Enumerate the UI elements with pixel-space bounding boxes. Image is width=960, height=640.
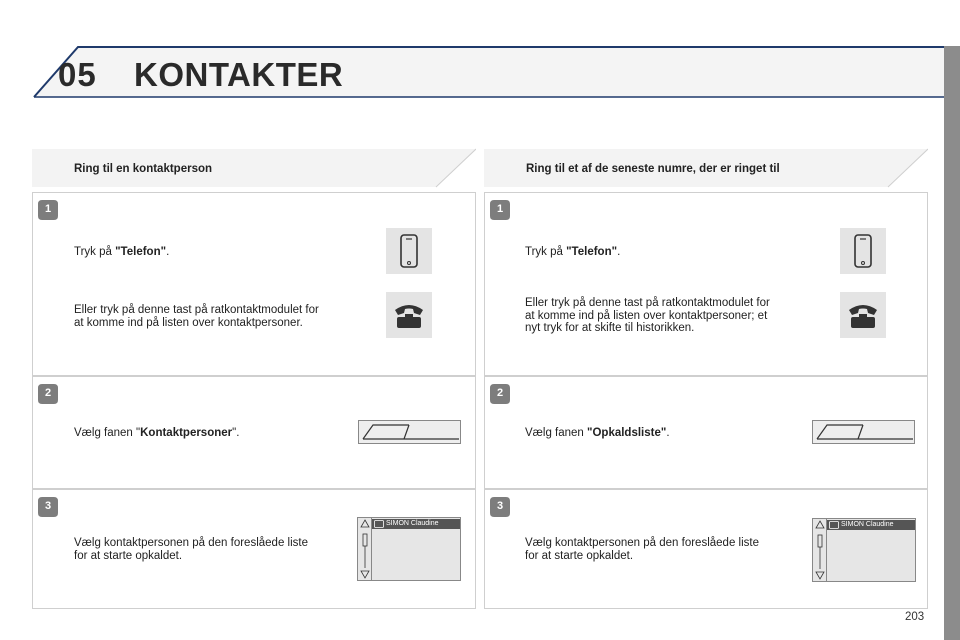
right-step1-box (484, 192, 928, 376)
text-bold: Kontaktpersoner (140, 427, 233, 439)
contact-list-screen (812, 518, 916, 582)
right-step2-text (525, 427, 670, 440)
left-step1-line-a (74, 246, 169, 259)
text-line: for at starte opkaldet. (74, 549, 183, 562)
badge-number: 3 (496, 500, 504, 512)
left-step1-line-b (74, 304, 319, 329)
contact-card-icon (374, 520, 384, 528)
step-1-badge (490, 200, 510, 220)
step-1-badge (38, 200, 58, 220)
page-number: 203 (905, 611, 925, 623)
call-log-tab-image (812, 420, 915, 444)
chapter-title: KONTAKTER (134, 56, 344, 93)
contact-list-screen (357, 517, 461, 581)
smartphone-icon (840, 228, 886, 274)
text-prefix: Vælg fanen (525, 427, 588, 439)
scroll-column (359, 518, 372, 580)
text-bold: "Telefon" (566, 246, 618, 258)
smartphone-icon (386, 228, 432, 274)
scroll-column (814, 519, 827, 581)
contact-name: SIMON Claudine (841, 521, 894, 528)
step-3-badge (38, 497, 58, 517)
text-line: at komme ind på listen over kontaktpersoner; et (525, 309, 768, 322)
left-step3-text (74, 537, 308, 562)
side-tab-bar (944, 46, 960, 640)
badge-number: 3 (44, 500, 52, 512)
right-step3-text (525, 537, 759, 562)
step-2-badge (38, 384, 58, 404)
text-bold: "Opkaldsliste" (587, 427, 667, 439)
text-line: Vælg kontaktpersonen på den foreslåede liste (525, 537, 759, 549)
text-suffix: . (617, 246, 621, 258)
badge-number: 2 (44, 387, 52, 399)
text-line: Vælg kontaktpersonen på den foreslåede liste (74, 537, 308, 549)
contact-entry (372, 519, 460, 529)
right-section-heading (484, 148, 928, 188)
contacts-tab-image (358, 420, 461, 444)
right-step1-line-a (525, 246, 620, 259)
text-prefix: Tryk på (74, 246, 116, 258)
left-heading-text: Ring til en kontaktperson (74, 163, 213, 175)
text-line: at komme ind på listen over kontaktpersoner. (74, 316, 303, 329)
text-line: for at starte opkaldet. (525, 549, 634, 562)
phone-handset-icon (386, 292, 432, 338)
left-step2-text (74, 427, 239, 440)
text-suffix: ". (232, 427, 240, 439)
text-prefix: Vælg fanen " (74, 427, 141, 439)
right-heading-text: Ring til et af de seneste numre, der er ringet til (526, 163, 780, 175)
step-2-badge (490, 384, 510, 404)
text-suffix: . (666, 427, 670, 439)
text-line: Eller tryk på denne tast på ratkontaktmodulet for (74, 304, 319, 316)
badge-number: 1 (44, 203, 52, 215)
text-bold: "Telefon" (115, 246, 167, 258)
badge-number: 2 (496, 387, 504, 399)
right-step1-line-b (525, 297, 770, 335)
phone-handset-icon (840, 292, 886, 338)
step-3-badge (490, 497, 510, 517)
chapter-header (0, 0, 960, 110)
left-step1-box (32, 192, 476, 376)
text-prefix: Tryk på (525, 246, 567, 258)
contact-card-icon (829, 521, 839, 529)
contact-name: SIMON Claudine (386, 520, 439, 527)
left-section-heading (32, 148, 476, 188)
badge-number: 1 (496, 203, 504, 215)
chapter-number: 05 (58, 56, 97, 93)
contact-entry (827, 520, 915, 530)
text-line: Eller tryk på denne tast på ratkontaktmodulet for (525, 297, 770, 309)
text-line: nyt tryk for at skifte til historikken. (525, 322, 695, 334)
text-suffix: . (166, 246, 170, 258)
